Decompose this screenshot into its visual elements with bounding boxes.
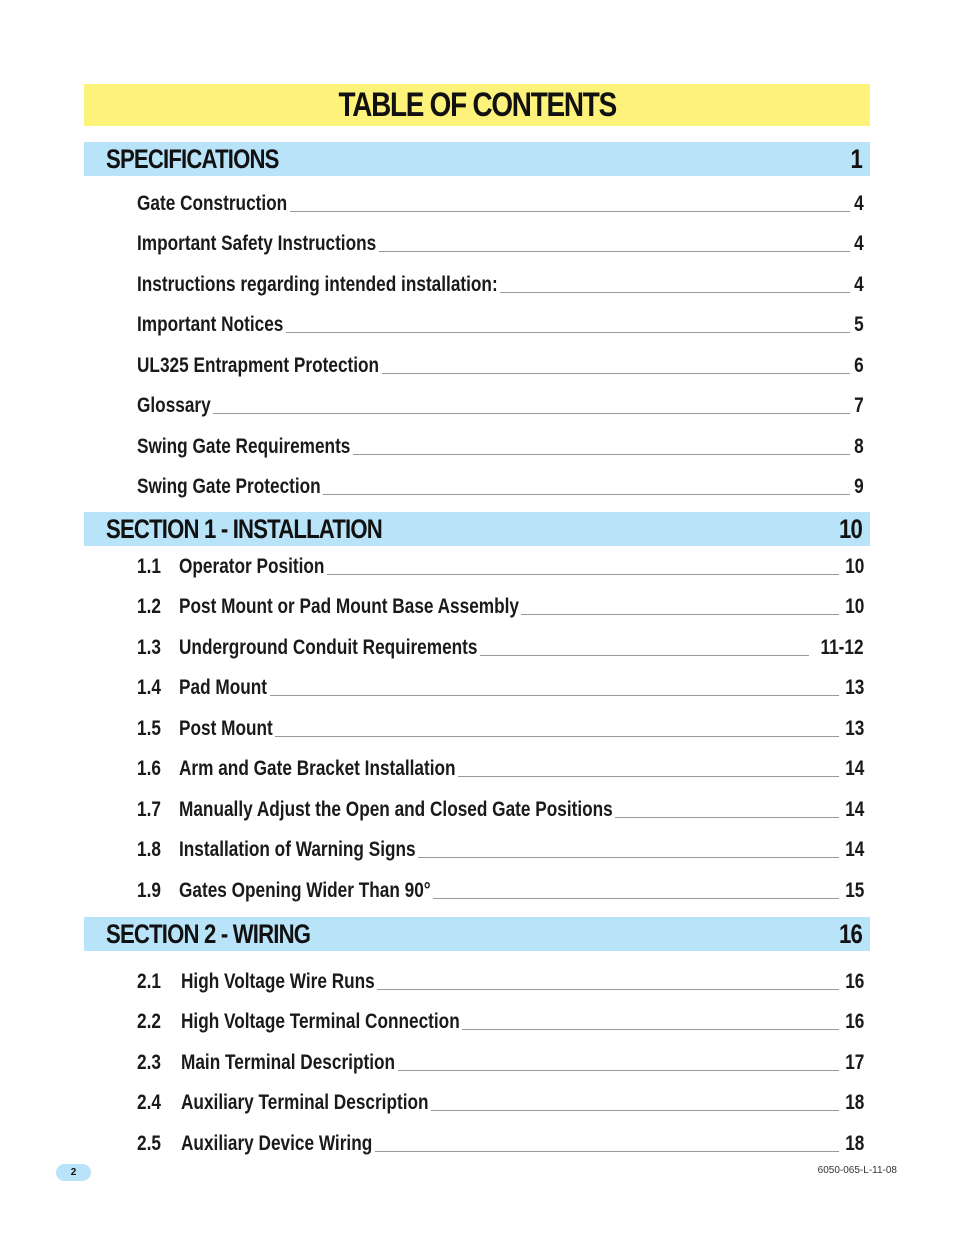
entry-page: 9 [854, 475, 864, 498]
entry-label: Manually Adjust the Open and Closed Gate Positions [179, 798, 613, 821]
entry-number: 2.2 [137, 1010, 161, 1033]
entry-page: 14 [844, 838, 864, 861]
entry-label: Arm and Gate Bracket Installation [179, 757, 456, 780]
dot-leader [431, 1109, 839, 1111]
toc-entry-swing-gate-requirements[interactable] [137, 431, 864, 459]
section-page: 16 [839, 918, 862, 949]
dot-leader [353, 453, 850, 455]
dot-leader [433, 897, 839, 899]
dot-leader [290, 210, 850, 212]
entry-number: 1.3 [137, 636, 161, 659]
dot-leader [500, 291, 850, 293]
toc-entry-2-3[interactable] [137, 1047, 864, 1075]
entry-page: 17 [844, 1051, 864, 1074]
entry-page: 10 [844, 555, 864, 578]
toc-entry-intended-installation[interactable] [137, 269, 864, 297]
toc-entry-important-safety-instructions[interactable] [137, 228, 864, 256]
dot-leader [213, 412, 850, 414]
toc-entry-swing-gate-protection[interactable] [137, 471, 864, 499]
entry-label: Underground Conduit Requirements [179, 636, 478, 659]
toc-entry-1-4[interactable] [137, 672, 864, 700]
entry-number: 1.9 [137, 879, 161, 902]
dot-leader [458, 775, 839, 777]
entry-label: Instructions regarding intended installation: [137, 273, 498, 296]
section-header-specifications[interactable] [84, 142, 870, 176]
section-page: 10 [839, 513, 862, 544]
toc-entry-1-8[interactable] [137, 834, 864, 862]
entry-label: Pad Mount [179, 676, 268, 699]
toc-entry-ul325[interactable] [137, 350, 864, 378]
entry-number: 1.2 [137, 595, 161, 618]
section-title: SECTION 1 - INSTALLATION [106, 513, 382, 544]
entry-page: 13 [844, 676, 864, 699]
section-title: SECTION 2 - WIRING [106, 918, 311, 949]
entry-page: 16 [844, 1010, 864, 1033]
entry-label: Operator Position [179, 555, 325, 578]
dot-leader [480, 654, 809, 656]
dot-leader [398, 1069, 839, 1071]
section-header-installation[interactable] [84, 512, 870, 546]
toc-entry-glossary[interactable] [137, 390, 864, 418]
entry-page: 4 [854, 232, 864, 255]
entry-page: 16 [844, 970, 864, 993]
toc-entry-1-6[interactable] [137, 753, 864, 781]
entry-label: Important Notices [137, 313, 284, 336]
dot-leader [418, 856, 839, 858]
entry-page: 13 [844, 717, 864, 740]
entry-label: High Voltage Wire Runs [181, 970, 375, 993]
entry-number: 2.1 [137, 970, 161, 993]
entry-page: 4 [854, 192, 864, 215]
toc-entry-1-9[interactable] [137, 875, 864, 903]
toc-entry-2-2[interactable] [137, 1006, 864, 1034]
toc-title-bar [84, 84, 870, 126]
entry-label: Auxiliary Device Wiring [181, 1132, 373, 1155]
section-title: SPECIFICATIONS [106, 143, 279, 174]
toc-entry-2-5[interactable] [137, 1128, 864, 1156]
toc-entry-1-7[interactable] [137, 794, 864, 822]
entry-page: 4 [854, 273, 864, 296]
toc-entry-1-2[interactable] [137, 591, 864, 619]
entry-page: 10 [844, 595, 864, 618]
toc-entry-1-3[interactable] [137, 632, 864, 660]
entry-page: 11-12 [820, 636, 864, 659]
entry-label: Auxiliary Terminal Description [181, 1091, 429, 1114]
toc-entry-2-1[interactable] [137, 966, 864, 994]
entry-label: Glossary [137, 394, 211, 417]
dot-leader [521, 613, 839, 615]
entry-number: 1.5 [137, 717, 161, 740]
dot-leader [615, 816, 839, 818]
entry-label: Swing Gate Protection [137, 475, 321, 498]
entry-label: Gates Opening Wider Than 90° [179, 879, 431, 902]
entry-label: Post Mount or Pad Mount Base Assembly [179, 595, 519, 618]
entry-page: 6 [854, 354, 864, 377]
dot-leader [323, 493, 850, 495]
dot-leader [462, 1028, 839, 1030]
section-header-wiring[interactable] [84, 917, 870, 951]
entry-label: Post Mount [179, 717, 273, 740]
entry-page: 18 [844, 1132, 864, 1155]
entry-number: 2.5 [137, 1132, 161, 1155]
entry-label: Installation of Warning Signs [179, 838, 416, 861]
entry-page: 18 [844, 1091, 864, 1114]
page-title: TABLE OF CONTENTS [338, 85, 616, 124]
section-page: 1 [850, 143, 862, 174]
entry-label: Main Terminal Description [181, 1051, 396, 1074]
dot-leader [379, 250, 850, 252]
entry-page: 14 [844, 757, 864, 780]
toc-entry-important-notices[interactable] [137, 309, 864, 337]
entry-number: 1.6 [137, 757, 161, 780]
entry-number: 1.7 [137, 798, 161, 821]
toc-entry-1-5[interactable] [137, 713, 864, 741]
entry-number: 1.8 [137, 838, 161, 861]
entry-label: Gate Construction [137, 192, 288, 215]
entry-label: Swing Gate Requirements [137, 435, 351, 458]
toc-entry-gate-construction[interactable] [137, 188, 864, 216]
dot-leader [286, 331, 850, 333]
page-number-badge: 2 [56, 1164, 91, 1181]
toc-entry-1-1[interactable] [137, 551, 864, 579]
toc-entry-2-4[interactable] [137, 1087, 864, 1115]
entry-number: 2.3 [137, 1051, 161, 1074]
entry-number: 1.1 [137, 555, 161, 578]
dot-leader [327, 573, 839, 575]
dot-leader [270, 694, 839, 696]
entry-label: Important Safety Instructions [137, 232, 377, 255]
dot-leader [375, 1150, 839, 1152]
entry-number: 2.4 [137, 1091, 161, 1114]
entry-label: High Voltage Terminal Connection [181, 1010, 460, 1033]
entry-page: 5 [854, 313, 864, 336]
dot-leader [382, 372, 850, 374]
entry-page: 15 [844, 879, 864, 902]
entry-label: UL325 Entrapment Protection [137, 354, 380, 377]
entry-page: 14 [844, 798, 864, 821]
dot-leader [275, 735, 839, 737]
entry-page: 7 [854, 394, 864, 417]
document-code: 6050-065-L-11-08 [817, 1165, 897, 1176]
entry-page: 8 [854, 435, 864, 458]
entry-number: 1.4 [137, 676, 161, 699]
dot-leader [377, 988, 839, 990]
